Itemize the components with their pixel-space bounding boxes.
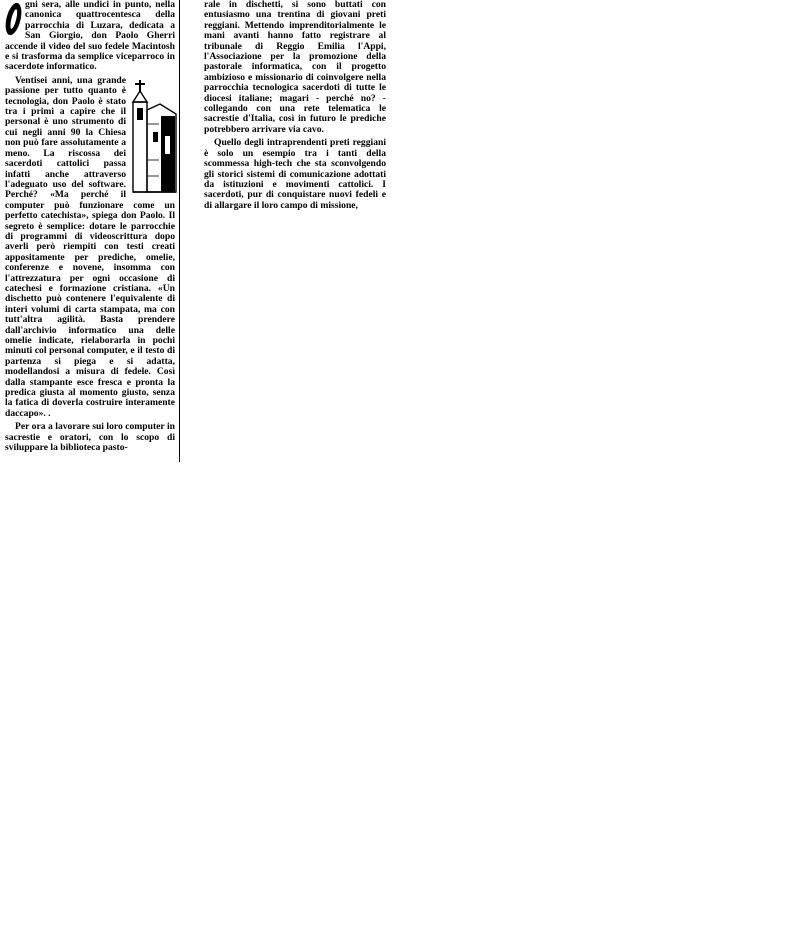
dropcap-o-glyph (5, 1, 22, 37)
church-bell-tower-icon (130, 80, 178, 194)
article-paragraph: Per ora a lavorare sui loro computer in sacrestie e oratori, con lo scopo di sviluppare la biblioteca pasto- (5, 421, 175, 454)
column-divider (179, 0, 180, 462)
article-paragraph: rale in dischetti, si sono buttati con entusiasmo una trentina di giovani preti reggiani. Mettendo imprenditorialmente le mani avanti hanno fatto registrare al tribunale di Reggio Emilia l'Appi, l'Associazione per la promozione della pastorale informatica, con il progetto ambizioso e missionario di coinvolgere nella parrocchia tecnologica sacerdoti di tutte le diocesi italiane; magari - perché no? - collegando con una rete telematica le sacrestie d'Italia, così in futuro le prediche potrebbero arrivare via cavo. (204, 0, 386, 135)
article-column-1 (5, 0, 175, 456)
article-paragraph: Quello degli intraprendenti preti reggiani è solo un esempio tra i tanti della scommessa high-tech che sta sconvolgendo gli storici sistemi di comunicazione adottati da istituzioni e movimenti cattolici. I sacerdoti, pur di conquistare nuovi fedeli e di allargare il loro campo di missione, (204, 137, 386, 211)
article-paragraph: Ventisei anni, una grande passione per tutto quanto è tecnologia, don Paolo è stato tra i primi a capire che il personal è uno strumento di cui negli anni 90 la Chiesa non può fare assolutamente a meno. La riscossa dei sacerdoti cattolici passa infatti anche attraverso l'adeguato uso del software. Perché? «Ma perché il computer può funzionare come un perfetto catechista», spiega don Paolo. Il segreto è semplice: dotare le parrocchie di programmi di videoscrittura dopo averli però riempiti con testi creati appositamente per prediche, omelie, conferenze e novene, insomma con l'attrezzatura per ogni occasione di catechesi e formazione cristiana. «Un dischetto può contenere l'equivalente di interi volumi di carta stampata, ma con tutt'altra agilità. Basta prendere dall'archivio informatico una delle omelie indicate, rielaborarla in pochi minuti col personal computer, e il testo di partenza si piega e si adatta, modellandosi a misura di fedele. Così dalla stampante esce fresca e pronta la predica giusta al momento giusto, senza la fatica di doverla costruire interamente daccapo». . (5, 74, 175, 419)
article-column-2 (204, 0, 386, 214)
article-paragraph: gni sera, alle undici in punto, nella canonica quattrocentesca della parrocchia di Luzara, dedicata a San Giorgio, don Paolo Gherri accende il video del suo fedele Macintosh e si trasforma da semplice viceparroco in sacerdote informatico. (5, 0, 175, 73)
